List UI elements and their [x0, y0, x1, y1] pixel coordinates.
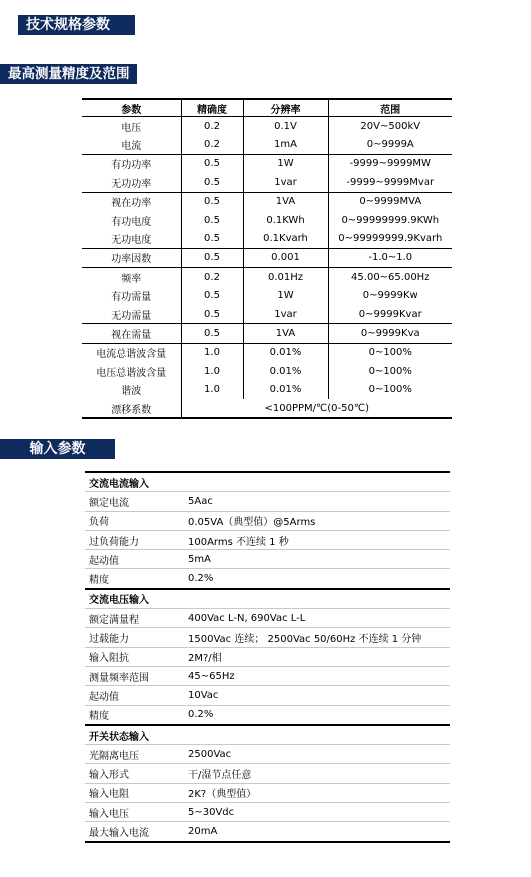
- input-row-value: 0.05VA（典型值）@5Arms: [184, 511, 450, 530]
- range-cell: 0~100%: [368, 365, 412, 377]
- param-cell: 电流总谐波含量: [82, 343, 181, 362]
- range-cell: 0~99999999.9Kvarh: [338, 233, 443, 245]
- resolution-cell: 0.01%: [243, 343, 328, 362]
- input-row-value: 1500Vac 连续； 2500Vac 50/60Hz 不连续 1 分钟: [184, 628, 450, 647]
- resolution-cell: 0.1Kvarh: [243, 229, 328, 248]
- resolution-cell: 1W: [243, 154, 328, 173]
- input-row: [85, 511, 450, 530]
- input-row-key: 起动值: [85, 686, 184, 705]
- input-group-header: [85, 589, 450, 609]
- param-cell: 无功功率: [82, 173, 181, 192]
- input-row-value: 100Arms 不连续 1 秒: [184, 530, 450, 549]
- range-cell: 45.00~65.00Hz: [328, 268, 452, 287]
- input-row-key: 负荷: [85, 511, 184, 530]
- accuracy-cell: 0.2: [181, 135, 243, 154]
- input-row-value: 400Vac L-N, 690Vac L-L: [184, 609, 450, 628]
- input-row: [85, 783, 450, 802]
- input-row-value: 2500Vac: [184, 745, 450, 764]
- accuracy-cell: 0.5: [181, 173, 243, 192]
- param-cell: 视在功率: [82, 192, 181, 211]
- range-cell: 0~9999A: [366, 139, 414, 151]
- spec-row: [82, 380, 452, 398]
- param-cell: 视在需量: [82, 324, 181, 343]
- accuracy-cell: 0.2: [181, 268, 243, 287]
- param-cell: 无功电度: [82, 229, 181, 248]
- spec-row: [82, 192, 452, 211]
- input-group-header: [85, 472, 450, 492]
- section-title-precision-range: 最高测量精度及范围: [0, 64, 137, 84]
- accuracy-cell: 0.5: [181, 248, 243, 267]
- input-row: [85, 609, 450, 628]
- resolution-cell: 0.01%: [243, 380, 328, 398]
- input-row-value: 10Vac: [184, 686, 450, 705]
- accuracy-cell: 0.5: [181, 324, 243, 343]
- input-row-value: 5Aac: [184, 492, 450, 511]
- input-group-header: [85, 725, 450, 745]
- spec-row: [82, 305, 452, 324]
- accuracy-cell: 0.5: [181, 211, 243, 229]
- input-row: [85, 647, 450, 666]
- accuracy-cell: 0.2: [181, 117, 243, 136]
- resolution-cell: 1VA: [243, 324, 328, 343]
- input-row-key: 精度: [85, 705, 184, 725]
- param-cell: 谐波: [82, 380, 181, 398]
- spec-row: [82, 117, 452, 136]
- input-params-table: [85, 471, 450, 843]
- spec-table: [82, 98, 452, 419]
- param-cell: 电压总谐波含量: [82, 362, 181, 380]
- input-row: [85, 550, 450, 569]
- input-row: [85, 686, 450, 705]
- param-cell: 频率: [82, 268, 181, 287]
- accuracy-cell: 0.5: [181, 229, 243, 248]
- range-cell: -9999~9999MW: [328, 154, 452, 173]
- input-row-key: 最大输入电流: [85, 822, 184, 842]
- spec-row: [82, 173, 452, 192]
- resolution-cell: 0.001: [243, 248, 328, 267]
- spec-row: [82, 229, 452, 248]
- header-param: 参数: [82, 99, 181, 117]
- accuracy-cell: 0.5: [181, 192, 243, 211]
- range-cell: -9999~9999Mvar: [346, 176, 435, 188]
- input-group-title: 交流电压输入: [85, 589, 450, 609]
- section-title-input-params: 输入参数: [0, 439, 115, 459]
- accuracy-cell: 1.0: [181, 362, 243, 380]
- header-resolution: 分辨率: [243, 99, 328, 117]
- input-row-key: 输入形式: [85, 764, 184, 783]
- range-cell: 0~100%: [368, 384, 412, 396]
- resolution-cell: 1var: [243, 305, 328, 324]
- drift-value: <100PPM/℃(0-50℃): [181, 399, 452, 418]
- input-row: [85, 666, 450, 685]
- input-row-value: 干/湿节点任意: [184, 764, 450, 783]
- range-cell: 0~9999Kva: [328, 324, 452, 343]
- drift-label: 漂移系数: [82, 399, 181, 418]
- param-cell: 有功需量: [82, 287, 181, 305]
- input-row-key: 输入电压: [85, 803, 184, 822]
- param-cell: 功率因数: [82, 248, 181, 267]
- accuracy-cell: 1.0: [181, 380, 243, 398]
- resolution-cell: 1VA: [243, 192, 328, 211]
- input-row-key: 输入电阻: [85, 783, 184, 802]
- accuracy-cell: 0.5: [181, 154, 243, 173]
- param-cell: 有功电度: [82, 211, 181, 229]
- resolution-cell: 0.1KWh: [243, 211, 328, 229]
- spec-row: [82, 248, 452, 267]
- input-row: [85, 822, 450, 842]
- param-cell: 有功功率: [82, 154, 181, 173]
- param-cell: 电压: [82, 117, 181, 136]
- resolution-cell: 0.1V: [243, 117, 328, 136]
- input-row: [85, 764, 450, 783]
- input-row-value: 0.2%: [184, 705, 450, 725]
- spec-row: [82, 211, 452, 229]
- input-row-value: 45~65Hz: [184, 666, 450, 685]
- spec-table-header: [82, 99, 452, 117]
- section-title-tech-spec: 技术规格参数: [18, 15, 135, 35]
- spec-row-drift: [82, 399, 452, 418]
- spec-row: [82, 268, 452, 287]
- input-row-key: 精度: [85, 569, 184, 589]
- input-row: [85, 705, 450, 725]
- spec-row: [82, 343, 452, 362]
- resolution-cell: 0.01%: [243, 362, 328, 380]
- input-row-key: 额定满量程: [85, 609, 184, 628]
- input-row-value: 2M?/相: [184, 647, 450, 666]
- header-accuracy: 精确度: [181, 99, 243, 117]
- range-cell: 0~9999Kw: [362, 290, 418, 302]
- input-row: [85, 745, 450, 764]
- param-cell: 电流: [82, 135, 181, 154]
- range-cell: 20V~500kV: [360, 120, 421, 132]
- spec-row: [82, 362, 452, 380]
- input-row: [85, 530, 450, 549]
- input-row-key: 起动值: [85, 550, 184, 569]
- input-row: [85, 803, 450, 822]
- input-row-value: 5~30Vdc: [184, 803, 450, 822]
- resolution-cell: 1var: [243, 173, 328, 192]
- input-row-key: 光隔离电压: [85, 745, 184, 764]
- input-row: [85, 569, 450, 589]
- header-range: 范围: [328, 99, 452, 117]
- input-group-title: 交流电流输入: [85, 472, 450, 492]
- input-row-key: 过负荷能力: [85, 530, 184, 549]
- accuracy-cell: 0.5: [181, 287, 243, 305]
- input-group-title: 开关状态输入: [85, 725, 450, 745]
- input-row: [85, 492, 450, 511]
- range-cell: 0~100%: [328, 343, 452, 362]
- resolution-cell: 1mA: [243, 135, 328, 154]
- range-cell: 0~9999Kvar: [358, 308, 422, 320]
- resolution-cell: 0.01Hz: [243, 268, 328, 287]
- spec-row: [82, 154, 452, 173]
- accuracy-cell: 1.0: [181, 343, 243, 362]
- resolution-cell: 1W: [243, 287, 328, 305]
- spec-row: [82, 324, 452, 343]
- input-row: [85, 628, 450, 647]
- range-cell: -1.0~1.0: [328, 248, 452, 267]
- accuracy-cell: 0.5: [181, 305, 243, 324]
- range-cell: 0~9999MVA: [328, 192, 452, 211]
- input-row-value: 0.2%: [184, 569, 450, 589]
- input-row-value: 20mA: [184, 822, 450, 842]
- input-row-key: 过载能力: [85, 628, 184, 647]
- input-row-key: 额定电流: [85, 492, 184, 511]
- param-cell: 无功需量: [82, 305, 181, 324]
- input-row-key: 测量频率范围: [85, 666, 184, 685]
- input-row-value: 5mA: [184, 550, 450, 569]
- spec-row: [82, 287, 452, 305]
- spec-row: [82, 135, 452, 154]
- input-row-value: 2K?（典型值）: [184, 783, 450, 802]
- input-row-key: 输入阻抗: [85, 647, 184, 666]
- range-cell: 0~99999999.9KWh: [341, 214, 440, 226]
